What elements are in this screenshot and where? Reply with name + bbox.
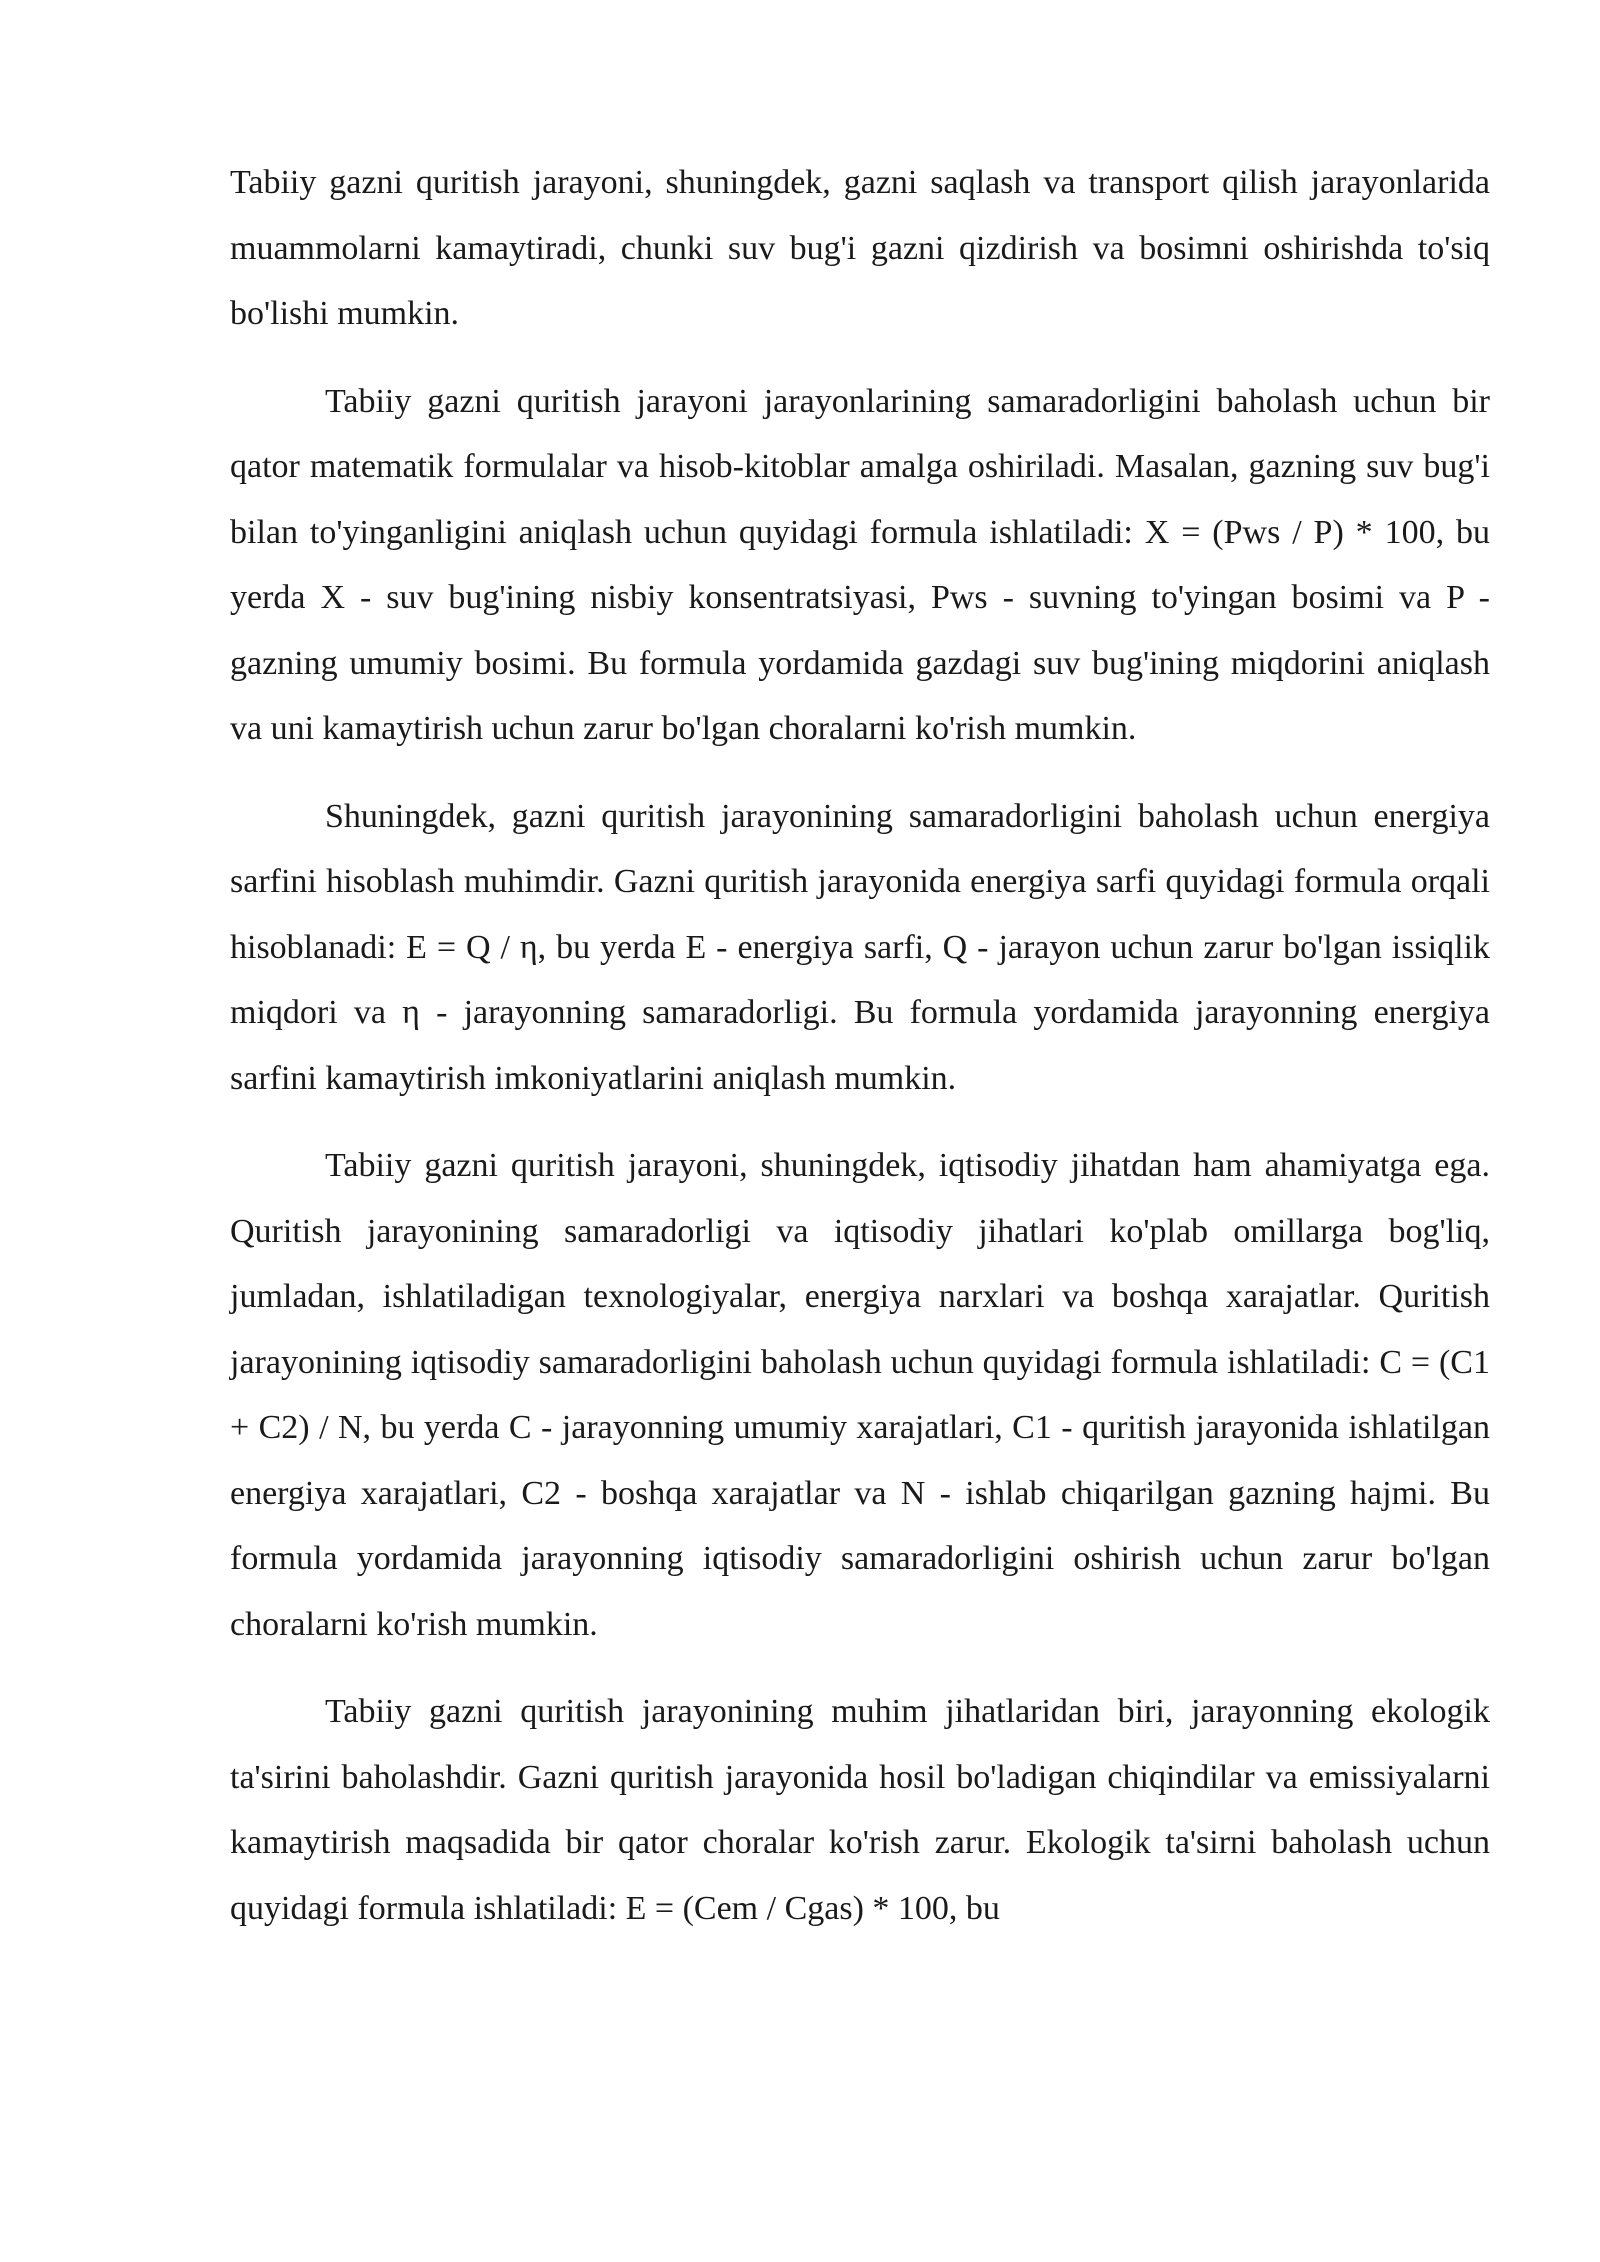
paragraph-1-text: Tabiiy gazni quritish jarayoni, shuningdek, gazni saqlash va transport qilish jarayonlarida muammolarni kamaytiradi, chunki suv bug'i gazni qizdirish va bosimni oshirishda to'siq bo'lishi mumkin. bbox=[230, 164, 1490, 332]
document-page bbox=[230, 150, 1490, 1963]
paragraph-2 bbox=[230, 369, 1490, 762]
paragraph-5 bbox=[230, 1679, 1490, 1941]
paragraph-5-text: Tabiiy gazni quritish jarayonining muhim jihatlaridan biri, jarayonning ekologik ta'sirini baholashdir. Gazni quritish jarayonida hosil bo'ladigan chiqindilar va emissiyalarni kamaytirish maqsadida bir qator choralar ko'rish zarur. Ekologik ta'sirni baholash uchun quyidagi formula ishlatiladi: E = (Cem / Cgas) * 100, bu bbox=[230, 1693, 1490, 1927]
paragraph-3 bbox=[230, 784, 1490, 1112]
paragraph-3-text: Shuningdek, gazni quritish jarayonining samaradorligini baholash uchun energiya sarfini hisoblash muhimdir. Gazni quritish jarayonida energiya sarfi quyidagi formula orqali hisoblanadi: E = Q / η, bu yerda E - energiya sarfi, Q - jarayon uchun zarur bo'lgan issiqlik miqdori va η - jarayonning samaradorligi. Bu formula yordamida jarayonning energiya sarfini kamaytirish imkoniyatlarini aniqlash mumkin. bbox=[230, 797, 1490, 1097]
paragraph-4 bbox=[230, 1133, 1490, 1657]
paragraph-1 bbox=[230, 150, 1490, 347]
paragraph-4-text: Tabiiy gazni quritish jarayoni, shuningdek, iqtisodiy jihatdan ham ahamiyatga ega. Quritish jarayonining samaradorligi va iqtisodiy jihatlari ko'plab omillarga bog'liq, jumladan, ishlatiladigan texnologiyalar, energiya narxlari va boshqa xarajatlar. Quritish jarayonining iqtisodiy samaradorligini baholash uchun quyidagi formula ishlatiladi: C = (C1 + C2) / N, bu yerda C - jarayonning umumiy xarajatlari, C1 - quritish jarayonida ishlatilgan energiya xarajatlari, C2 - boshqa xarajatlar va N - ishlab chiqarilgan gazning hajmi. Bu formula yordamida jarayonning iqtisodiy samaradorligini oshirish uchun zarur bo'lgan choralarni ko'rish mumkin. bbox=[230, 1147, 1490, 1643]
paragraph-2-text: Tabiiy gazni quritish jarayoni jarayonlarining samaradorligini baholash uchun bir qator matematik formulalar va hisob-kitoblar amalga oshiriladi. Masalan, gazning suv bug'i bilan to'yinganligini aniqlash uchun quyidagi formula ishlatiladi: X = (Pws / P) * 100, bu yerda X - suv bug'ining nisbiy konsentratsiyasi, Pws - suvning to'yingan bosimi va P - gazning umumiy bosimi. Bu formula yordamida gazdagi suv bug'ining miqdorini aniqlash va uni kamaytirish uchun zarur bo'lgan choralarni ko'rish mumkin. bbox=[230, 382, 1490, 747]
